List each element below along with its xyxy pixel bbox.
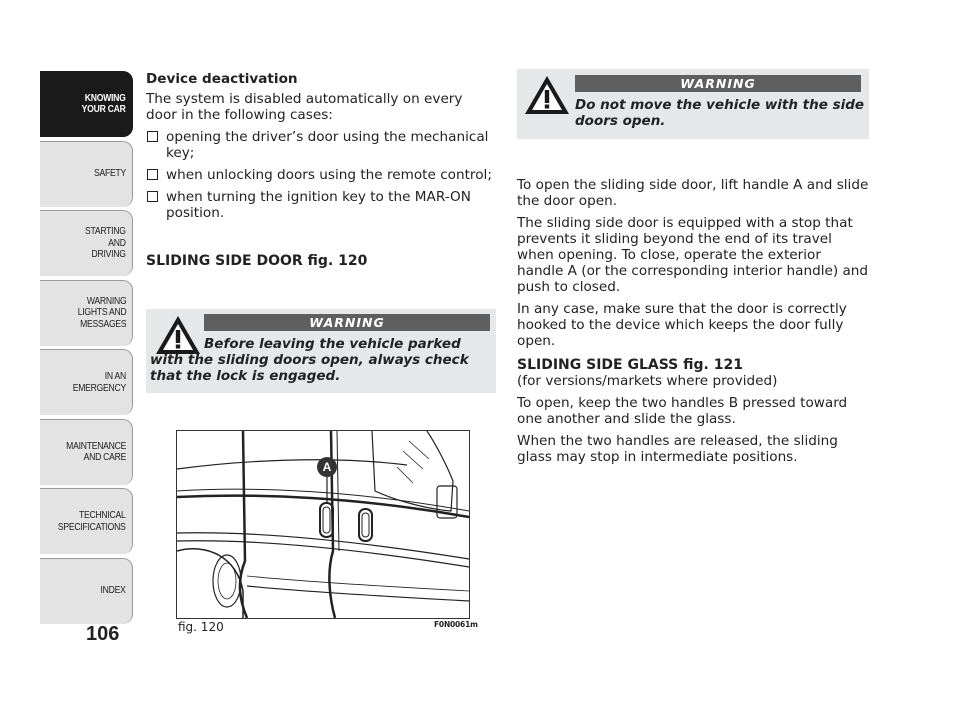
tab-label: TECHNICAL SPECIFICATIONS: [58, 509, 126, 533]
warning-box-side-doors: [517, 69, 869, 139]
checkbox-bullet-icon: [147, 191, 158, 202]
tab-technical-specifications[interactable]: [40, 488, 133, 554]
paragraph: To open, keep the two handles B pressed toward one another and slide the glass.: [517, 395, 848, 427]
checkbox-bullet-icon: [147, 169, 158, 180]
tab-safety[interactable]: [40, 141, 133, 207]
callout-a: A: [322, 460, 332, 474]
tab-label: KNOWING YOUR CAR: [82, 91, 126, 115]
tab-knowing-your-car[interactable]: [40, 71, 133, 137]
tab-label: MAINTENANCE AND CARE: [66, 439, 126, 463]
heading-sliding-side-glass: SLIDING SIDE GLASS fig. 121: [517, 357, 743, 373]
paragraph: The sliding side door is equipped with a stop that prevents it sliding beyond the end of its travel when opening. To close, operate the exterior handle A (or the corresponding interior handle) and push to closed.: [517, 215, 869, 295]
heading-device-deactivation: Device deactivation: [146, 71, 298, 87]
left-column: [146, 71, 496, 283]
list-item: opening the driver’s door using the mechanical key;: [146, 129, 496, 161]
page-number: 106: [86, 623, 120, 645]
tab-label: INDEX: [100, 584, 126, 597]
warning-label: WARNING: [575, 75, 861, 92]
tab-label: WARNING LIGHTS AND MESSAGES: [77, 294, 126, 330]
warning-text: Do not move the vehicle with the side doors open.: [575, 97, 865, 129]
paragraph: In any case, make sure that the door is correctly hooked to the device which keeps the door fully open.: [517, 301, 847, 349]
tab-label: SAFETY: [93, 167, 126, 180]
tab-label: IN AN EMERGENCY: [72, 370, 126, 394]
tab-index[interactable]: [40, 558, 133, 624]
tab-in-an-emergency[interactable]: [40, 349, 133, 415]
warning-label: WARNING: [204, 314, 490, 331]
section-subtitle: (for versions/markets where provided): [517, 373, 778, 389]
right-column: [517, 177, 869, 471]
tab-warning-lights[interactable]: [40, 280, 133, 346]
heading-sliding-side-door: SLIDING SIDE DOOR fig. 120: [146, 253, 368, 269]
paragraph: When the two handles are released, the sliding glass may stop in intermediate positions.: [517, 433, 838, 465]
chapter-tabs: [40, 71, 133, 627]
list-item: when unlocking doors using the remote control;: [146, 167, 496, 183]
tab-maintenance[interactable]: [40, 419, 133, 485]
intro-text: The system is disabled automatically on every door in the following cases:: [146, 91, 463, 123]
figure-caption: fig. 120: [178, 620, 224, 634]
list-item: when turning the ignition key to the MAR-ON position.: [146, 189, 496, 221]
warning-triangle-icon: [523, 73, 571, 117]
figure-code: F0N0061m: [434, 620, 478, 629]
warning-box-parked: [146, 309, 496, 393]
warning-text: Before leaving the vehicle parked with the sliding doors open, always check that the lock is engaged.: [150, 336, 469, 384]
paragraph: To open the sliding side door, lift handle A and slide the door open.: [517, 177, 869, 209]
checkbox-bullet-icon: [147, 131, 158, 142]
figure-sliding-door: [176, 430, 470, 619]
bullet-list: [146, 129, 496, 221]
tab-label: STARTING AND DRIVING: [85, 225, 126, 261]
tab-starting-and-driving[interactable]: [40, 210, 133, 276]
